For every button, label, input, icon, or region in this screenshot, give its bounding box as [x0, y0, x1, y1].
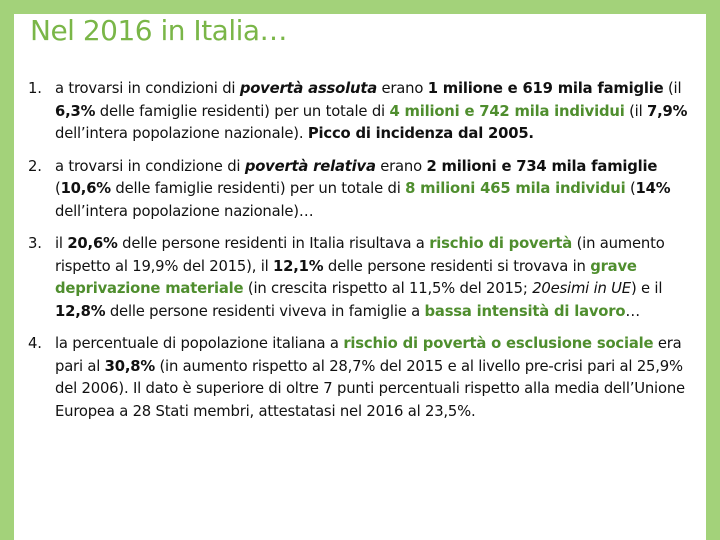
list-item: [28, 78, 692, 146]
body-text: a trovarsi in condizione di: [55, 157, 245, 175]
list-item-number: 4.: [28, 335, 42, 352]
highlighted-text: bassa intensità di lavoro: [424, 302, 626, 320]
body-text: …: [625, 302, 640, 320]
body-text: (: [55, 180, 61, 197]
body-text: (il: [624, 102, 647, 120]
highlighted-text: grave deprivazione materiale: [55, 257, 637, 297]
body-text: (: [625, 180, 636, 197]
highlighted-text: 12,8%: [55, 302, 106, 320]
body-text: ) e il: [630, 280, 663, 297]
highlighted-text: povertà relativa: [244, 157, 376, 175]
highlighted-text: 20,6%: [67, 235, 118, 252]
highlighted-text: 4 milioni e 742 mila individui: [389, 102, 625, 120]
body-text: la percentuale di popolazione italiana a: [55, 335, 344, 352]
body-text: delle persone residenti si trovava in: [323, 257, 591, 275]
list-item-number: 2.: [28, 157, 42, 175]
highlighted-text: 14%: [635, 180, 671, 197]
highlighted-text: 30,8%: [104, 357, 155, 375]
highlighted-text: 1 milione e 619 mila famiglie: [427, 80, 664, 97]
list-item-number: 3.: [28, 235, 42, 252]
list-item: [28, 333, 692, 423]
body-text: delle persone residenti viveva in famiglie a: [105, 302, 425, 320]
highlighted-text: 12,1%: [273, 257, 324, 275]
body-text: (in crescita rispetto al 11,5% del 2015;: [243, 280, 533, 297]
highlighted-text: rischio di povertà: [429, 235, 573, 252]
numbered-list: [28, 78, 692, 433]
body-text: (in aumento rispetto al 28,7% del 2015 e al livello pre-crisi pari al 25,9% del 2006). Il dato è superiore di oltre 7 punti percentuali rispetto alla media dell’Unione Europea a 28 Stati membri, attestatasi nel 2016 al 23,5%.: [55, 357, 685, 420]
body-text: dell’intera popolazione nazionale)…: [55, 202, 314, 220]
body-text: (in aumento rispetto al 19,9% del 2015), il: [55, 235, 665, 275]
body-text: (il: [663, 80, 682, 97]
highlighted-text: Picco di incidenza dal 2005.: [307, 125, 534, 142]
slide: [14, 14, 706, 540]
list-item-number: 1.: [28, 80, 42, 97]
body-text: il: [55, 235, 68, 252]
highlighted-text: 10,6%: [60, 180, 111, 197]
body-text: delle famiglie residenti) per un totale di: [110, 180, 406, 197]
highlighted-text: 6,3%: [55, 102, 96, 120]
highlighted-text: 7,9%: [646, 102, 688, 120]
list-item: [28, 233, 692, 323]
body-text: a trovarsi in condizioni di: [55, 80, 240, 97]
body-text: delle famiglie residenti) per un totale di: [95, 102, 390, 120]
body-text: era pari al: [55, 335, 682, 375]
highlighted-text: 20esimi in UE: [532, 280, 631, 297]
highlighted-text: povertà assoluta: [239, 80, 377, 97]
highlighted-text: 2 milioni e 734 mila famiglie: [426, 157, 658, 175]
list-item: [28, 156, 692, 224]
highlighted-text: rischio di povertà o esclusione sociale: [343, 335, 654, 352]
body-text: erano: [375, 157, 427, 175]
body-text: delle persone residenti in Italia risultava a: [117, 235, 430, 252]
body-text: erano: [377, 80, 428, 97]
body-text: dell’intera popolazione nazionale).: [55, 125, 308, 142]
slide-title: Nel 2016 in Italia…: [30, 14, 288, 47]
highlighted-text: 8 milioni 465 mila individui: [405, 180, 626, 197]
